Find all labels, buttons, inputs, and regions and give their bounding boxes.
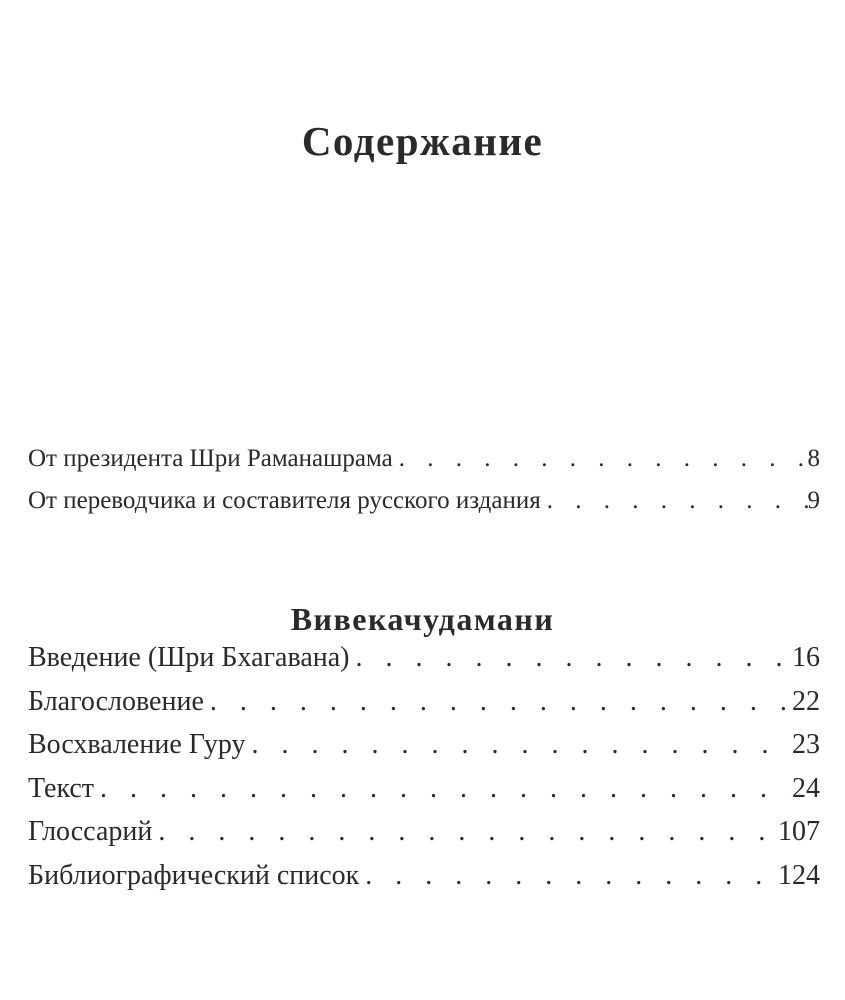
toc-entry-title: Глоссарий [28,816,153,848]
toc-entry [28,767,820,811]
dot-leader [152,810,778,854]
toc-entry-page-number: 124 [778,859,820,891]
toc-entry-title: Восхваление Гуру [28,729,246,761]
toc-entry-title: От президента Шри Раманашрама [28,445,393,472]
dot-leader [246,723,792,767]
toc-entry-title: Текст [28,772,95,804]
toc-entry-page-number: 8 [807,445,820,472]
page-title: Содержание [301,118,544,165]
toc-entry-title: Библиографический список [28,859,360,891]
toc-entry-title: От переводчика и составителя русского издания [28,487,541,514]
dot-leader [359,854,778,898]
toc-entry-page-number: 9 [807,487,820,514]
toc-entry-page-number: 22 [792,685,820,717]
dot-leader [541,480,808,522]
toc-entry-page-number: 16 [792,642,820,673]
toc-entry [28,810,820,854]
toc-entry-title: Благословение [28,685,204,717]
toc-entry-title: Введение (Шри Бхагавана) [28,642,350,673]
toc-entry [28,480,820,522]
toc-entry [28,723,820,767]
toc-section-list [28,636,820,898]
section-heading: Вивекачудамани [290,600,555,637]
dot-leader [393,438,808,480]
toc-entry-page-number: 23 [792,729,820,761]
toc-entry-page-number: 107 [778,816,820,848]
toc-entry [28,636,820,680]
toc-entry [28,680,820,724]
dot-leader [349,636,792,680]
toc-entry [28,438,820,480]
toc-intro-list [28,438,820,522]
dot-leader [94,767,792,811]
toc-entry [28,854,820,898]
dot-leader [204,680,792,724]
toc-entry-page-number: 24 [792,772,820,804]
